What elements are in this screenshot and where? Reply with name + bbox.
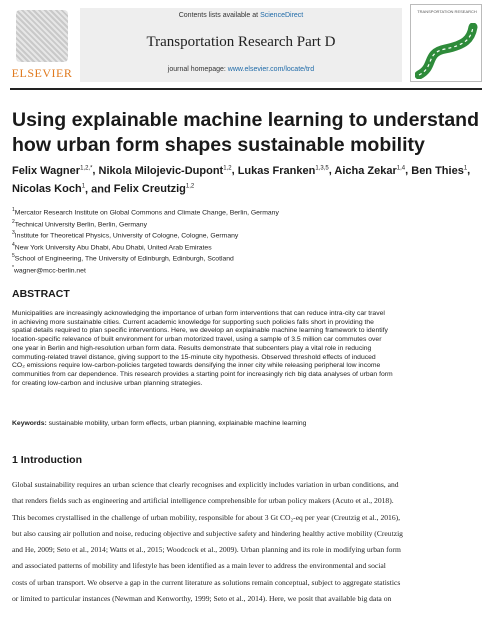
elsevier-tree-icon <box>16 10 68 62</box>
author-name: Nikola Milojevic-Dupont <box>98 164 224 177</box>
author-affiliation-marker: 1,2,* <box>80 165 93 171</box>
author-affiliation-marker: 1,2 <box>185 183 195 190</box>
author-list: Felix Wagner$^{1,2,*}$, Nikola Milojevic-Dupont$^{1,2}$, Lukas Franken$^{1,3,5}$, Aicha Zekar$^{1,4}$, Ben Thies$^1$, Nicolas Koch$^1$, and Felix Creutzig$^{1,2}$ <box>12 164 471 196</box>
publisher-name: ELSEVIER <box>11 66 73 80</box>
affiliation-line <box>12 241 482 253</box>
author-name: Felix Creutzig <box>113 183 186 196</box>
author <box>99 165 232 177</box>
affiliation-text[interactable]: wagner@mcc-berlin.net <box>13 267 86 275</box>
body-line: or limited to particular instances (Newman and Kenworthy, 1999; Seto et al., 2014). Here, we posit that available big data on <box>12 594 392 604</box>
abstract-line: one year in Berlin and high-resolution urban form data. Results demonstrate that subcenters play a vital role in reducing <box>12 344 372 352</box>
author-affiliation-marker: 1,4 <box>396 165 406 171</box>
cover-title: TRANSPORTATION RESEARCH <box>417 9 477 14</box>
elsevier-logo <box>10 10 74 82</box>
affiliation-line <box>12 206 482 218</box>
affiliation-line <box>12 264 482 276</box>
abstract-line: spatial details required to plan specific interventions. Here, we develop an explainable machine learning framework to identify <box>12 327 388 335</box>
body-line: and He, 2009; Seto et al., 2014; Watts et al., 2015; Woodcock et al., 2009). Urban planning and its role in modifying urban form <box>12 545 401 555</box>
keywords-text: sustainable mobility, urban form effects, urban planning, explainable machine learning <box>48 420 307 427</box>
keywords-line <box>12 419 478 428</box>
abstract-heading: ABSTRACT <box>12 288 70 300</box>
affiliation-marker: * <box>12 264 14 271</box>
journal-title: Transportation Research Part D <box>146 34 336 50</box>
affiliation-marker: 3 <box>12 230 15 237</box>
author-name: Lukas Franken <box>237 164 316 177</box>
body-line: and associated patterns of mobility and lifestyle has been identified as a main lever to address the environmental and social <box>12 561 386 571</box>
affiliation-marker: 1 <box>12 207 15 213</box>
body-line: Global sustainability requires an urban science that clearly recognises and explicitly includes variation in urban conditions, and <box>12 480 399 489</box>
author <box>334 165 405 177</box>
abstract-line: communities from car dependence. This research provides a starting point for increasingly rich big data analyses of urban form <box>12 370 393 378</box>
journal-cover-thumbnail <box>410 4 482 82</box>
affiliation-text: Technical University Berlin, Berlin, Germany <box>14 220 147 228</box>
abstract-line: Municipalities are increasingly acknowledging the importance of urban form interventions that can reduce intra-city car travel <box>12 310 385 317</box>
author-name: Nicolas Koch <box>12 183 82 196</box>
section-heading-introduction: 1 Introduction <box>12 454 82 466</box>
keywords-label: Keywords: <box>12 420 47 427</box>
introduction-body <box>12 477 478 607</box>
affiliation-text: New York University Abu Dhabi, Abu Dhabi, United Arab Emirates <box>14 243 212 251</box>
affiliation-marker: 5 <box>12 253 15 260</box>
sciencedirect-link[interactable]: ScienceDirect <box>260 12 304 19</box>
author <box>238 165 329 177</box>
paper-title: Using explainable machine learning to understand how urban form shapes sustainable mobility <box>12 109 480 156</box>
author-name: Felix Wagner <box>12 164 81 177</box>
author-affiliation-marker: 1,3,5 <box>315 165 329 171</box>
affiliation-text: Institute for Theoretical Physics, University of Cologne, Cologne, Germany <box>14 232 239 240</box>
body-line: This becomes crystallised in the challenge of urban mobility, responsible for about 3 Gt CO₂-eq per year (Creutzig et al., 2016), <box>12 512 401 522</box>
journal-header <box>10 4 482 84</box>
author <box>12 183 85 195</box>
affiliation-line <box>12 252 482 264</box>
affiliation-marker: 2 <box>12 218 15 225</box>
abstract-line: CO₂ emissions require low-carbon-policies targeted towards densifying the inner city while releasing peripheral low income <box>12 362 381 370</box>
body-line: costs of urban transport. We observe a gap in the current literature as solutions remain conceptual, subject to aggregate statistics <box>12 577 401 587</box>
abstract-line: location-specific relevance of built environment for urban motorized travel, using a sample of 3.5 million car commutes over <box>12 336 382 344</box>
homepage-prefix: journal homepage: <box>167 66 228 73</box>
affiliation-list <box>12 206 482 275</box>
contents-prefix: Contents lists available at <box>178 12 261 19</box>
affiliation-text: Mercator Research Institute on Global Commons and Climate Change, Berlin, Germany <box>14 209 279 217</box>
author-affiliation-marker: 1,2 <box>223 165 232 171</box>
author-name: Aicha Zekar <box>334 164 397 177</box>
abstract-text <box>12 310 478 388</box>
affiliation-text: School of Engineering, The University of Edinburgh, Edinburgh, Scotland <box>14 255 234 263</box>
homepage-line <box>80 66 402 73</box>
author <box>411 165 467 177</box>
affiliation-marker: 4 <box>12 241 15 248</box>
body-line: but also causing air pollution and noise, reducing objective and subjective safety and hindering healthy active mobility (Creutzig <box>12 528 403 538</box>
author-affiliation-marker: 1 <box>463 165 468 171</box>
affiliation-line <box>12 218 482 230</box>
journal-info-box <box>80 8 402 82</box>
road-icon <box>415 23 479 79</box>
author <box>114 183 194 195</box>
body-line: that renders fields such as engineering and artificial intelligence comprehensible for urban policy makers (Acuto et al., 2018). <box>12 496 394 506</box>
author-affiliation-marker: 1 <box>81 183 86 190</box>
homepage-link[interactable]: www.elsevier.com/locate/trd <box>227 66 315 73</box>
abstract-line: commuting-related travel distance, giving support to the 15-minute city hypothesis. Observed threshold effects of induced <box>12 353 376 361</box>
abstract-line: for creating low-carbon and inclusive urban planning strategies. <box>12 379 203 387</box>
author-name: Ben Thies <box>411 164 464 177</box>
abstract-line: in achieving more sustainable cities. Current academic knowledge for supporting such policies falls short in providing the <box>12 318 374 326</box>
contents-line <box>80 12 402 19</box>
header-rule <box>10 88 482 90</box>
author <box>12 165 92 177</box>
affiliation-line <box>12 229 482 241</box>
